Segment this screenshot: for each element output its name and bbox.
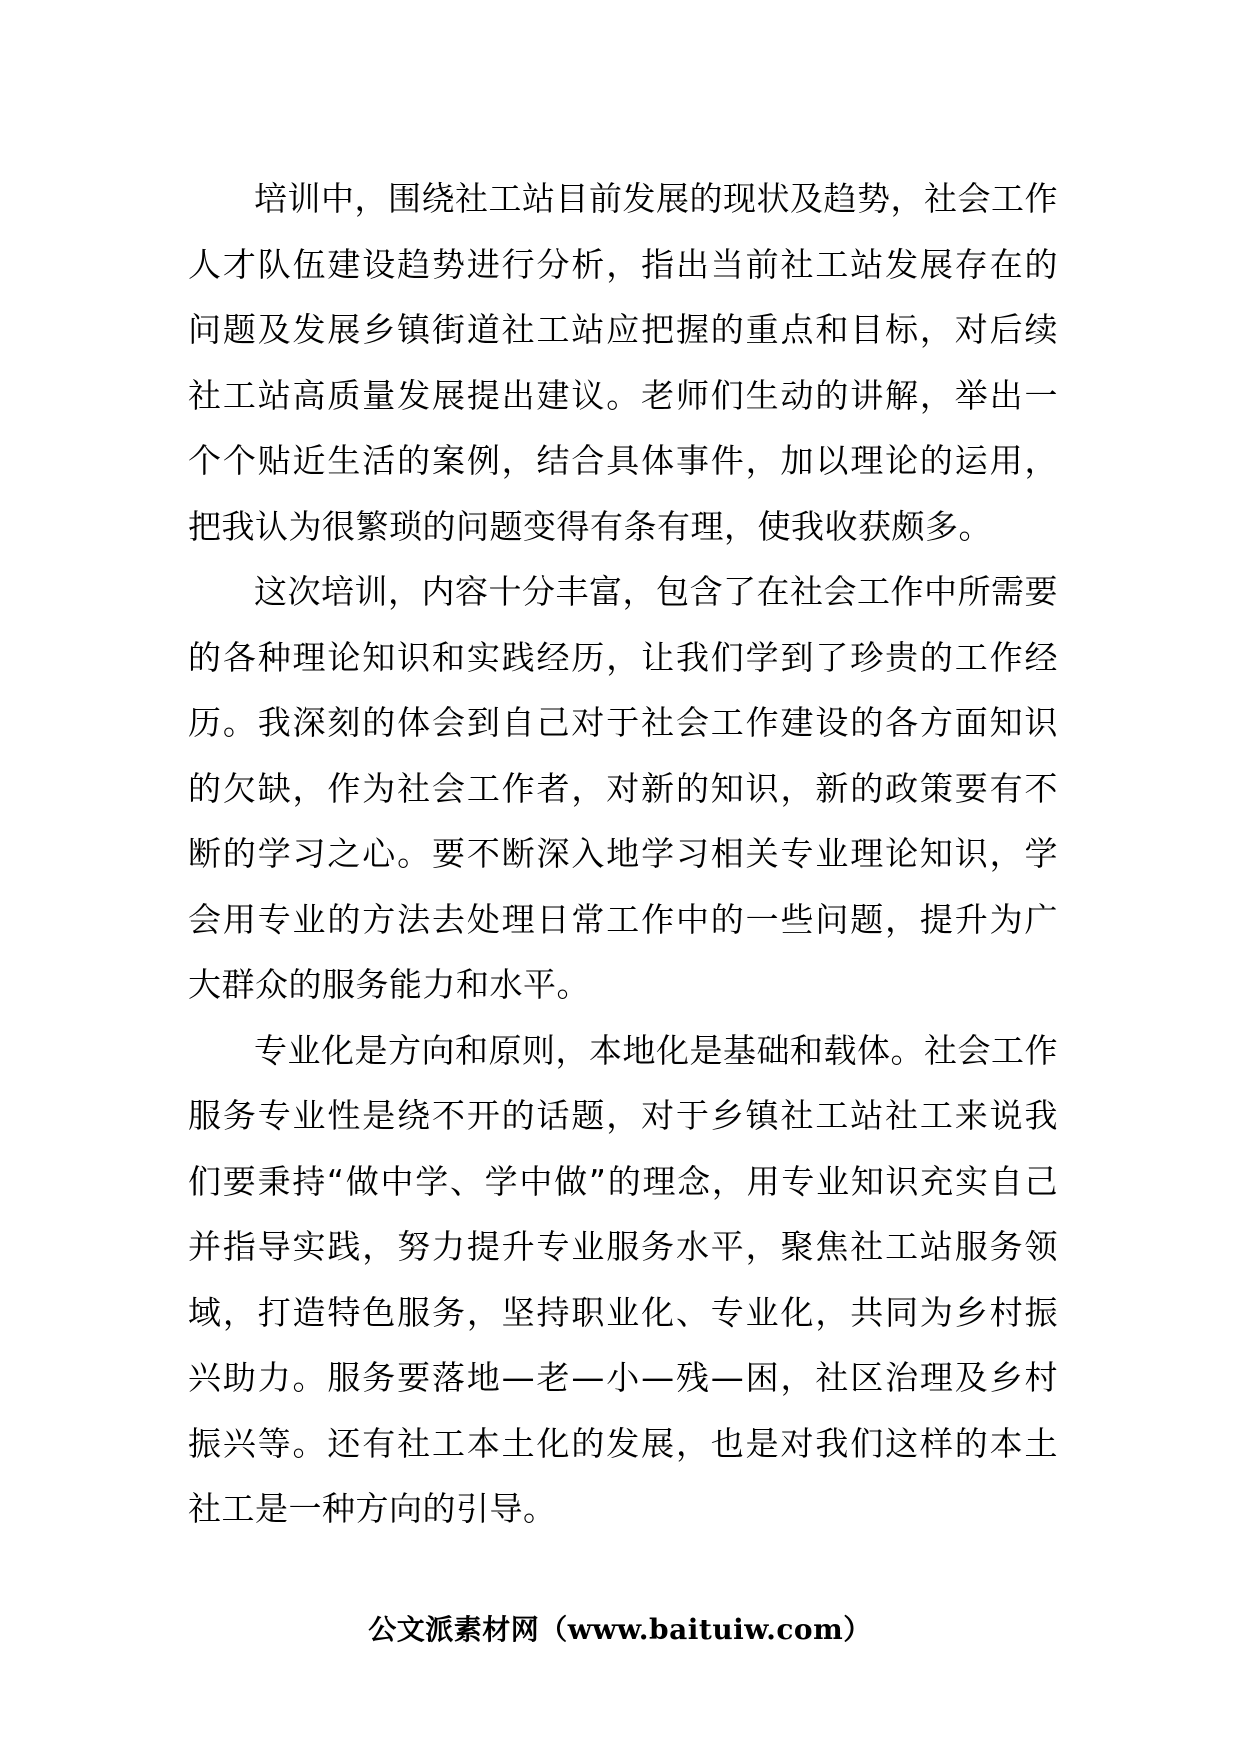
document-body: [188, 166, 1058, 1542]
paragraph-2: 这次培训，内容十分丰富，包含了在社会工作中所需要的各种理论知识和实践经历，让我们学到了珍贵的工作经历。我深刻的体会到自己对于社会工作建设的各方面知识的欠缺，作为社会工作者，对新的知识，新的政策要有不断的学习之心。要不断深入地学习相关专业理论知识，学会用专业的方法去处理日常工作中的一些问题，提升为广大群众的服务能力和水平。: [188, 572, 1058, 1004]
paragraph-1: 培训中，围绕社工站目前发展的现状及趋势，社会工作人才队伍建设趋势进行分析，指出当前社工站发展存在的问题及发展乡镇街道社工站应把握的重点和目标，对后续社工站高质量发展提出建议。老师们生动的讲解，举出一个个贴近生活的案例，结合具体事件，加以理论的运用，把我认为很繁琐的问题变得有条有理，使我收获颇多。: [188, 179, 1058, 546]
paragraph-3: 专业化是方向和原则，本地化是基础和载体。社会工作服务专业性是绕不开的话题，对于乡镇社工站社工来说我们要秉持“做中学、学中做”的理念，用专业知识充实自己并指导实践，努力提升专业服务水平，聚焦社工站服务领域，打造特色服务，坚持职业化、专业化，共同为乡村振兴助力。服务要落地—老—小—残—困，社区治理及乡村振兴等。还有社工本土化的发展，也是对我们这样的本土社工是一种方向的引导。: [188, 1030, 1058, 1528]
footer-source-note: 公文派素材网（www.baituiw.com）: [368, 1613, 872, 1646]
